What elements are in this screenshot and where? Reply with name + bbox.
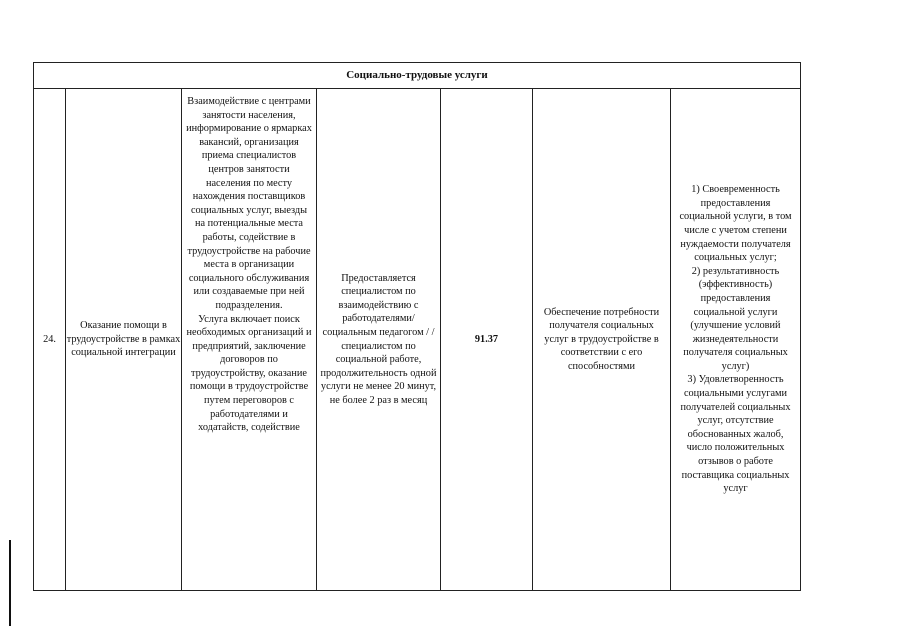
section-header-row [34, 63, 801, 89]
description-paragraph: Услуга включает поиск необходимых организаций и предприятий, заключение договоров по трудоустройству, оказание помощи в трудоустройстве путем переговоров с работодателями и ходатайств, содействие [186, 313, 312, 434]
table-row [34, 89, 801, 591]
criteria-item: 1) Своевременность предоставления социальной услуги, в том числе с учетом степени нуждаемости получателя социальных услуг; [679, 184, 792, 264]
row-number: 24. [34, 89, 66, 591]
section-title: Социально-трудовые услуги [34, 63, 801, 89]
criteria-item: 3) Удовлетворенность социальными услугами получателей социальных услуг, отсутствие обоснованных жалоб, число положительных отзывов о работе поставщика социальных услуг [680, 374, 791, 495]
services-table [33, 62, 801, 591]
criteria-item: 2) результативность (эффективность) предоставления социальной услуги (улучшение условий жизнедеятельности получателя социальных услуг) [683, 265, 788, 372]
service-criteria [671, 89, 801, 591]
margin-line [9, 540, 11, 626]
description-paragraph: Взаимодействие с центрами занятости населения, информирование о ярмарках вакансий, организация приема специалистов центров занятости населения по месту нахождения поставщиков социальных услуг, выезды на потенциальные места работы, содействие в трудоустройстве на рабочие места в организации социального обслуживания или создаваемые при ней подразделения. [186, 96, 312, 311]
service-norm: Предоставляется специалистом по взаимодействию с работодателями/ социальным педагогом / /специалистом по социальной работе, продолжительность одной услуги не менее 20 минут, не более 2 раз в месяц [317, 89, 441, 591]
service-description [182, 89, 317, 591]
service-conditions: Обеспечение потребности получателя социальных услуг в трудоустройстве в соответствии с его способностями [533, 89, 671, 591]
service-price: 91.37 [441, 89, 533, 591]
service-name: Оказание помощи в трудоустройстве в рамках социальной интеграции [66, 89, 182, 591]
